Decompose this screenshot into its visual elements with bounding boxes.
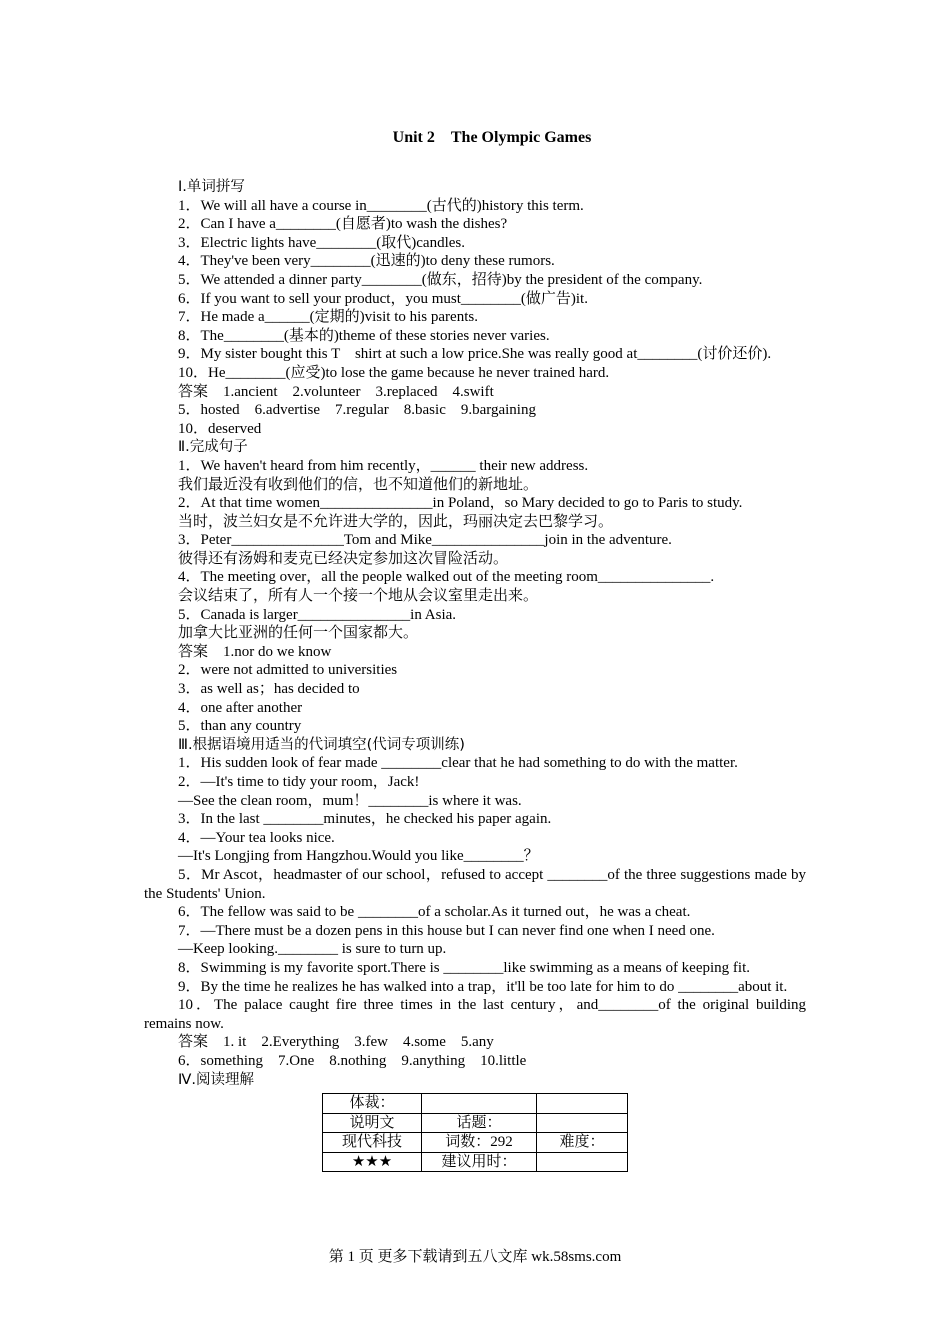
- section-heading: Ⅳ.阅读理解: [178, 1071, 254, 1088]
- translation-line: 当时，波兰妇女是不允许进大学的，因此，玛丽决定去巴黎学习。: [178, 513, 614, 530]
- translation-line: 会议结束了，所有人一个接一个地从会议室里走出来。: [178, 588, 539, 605]
- question-item: 2．—It's time to tidy your room，Jack!: [178, 774, 420, 790]
- answer-line: 答案 1.nor do we know: [178, 643, 332, 660]
- table-cell: 建议用时：: [422, 1152, 537, 1172]
- section-heading: Ⅱ.完成句子: [178, 439, 248, 456]
- question-item: 10．The palace caught fire three times in the last century，and________of the original building remains now.: [144, 997, 806, 1032]
- table-row: [323, 1094, 628, 1114]
- question-item: 5．Mr Ascot，headmaster of our school，refused to accept ________of the three suggestions made by the Students' Union.: [144, 866, 806, 902]
- answer-line: 10．deserved: [178, 420, 262, 437]
- question-item: 6．The fellow was said to be ________of a scholar.As it turned out，he was a cheat.: [178, 904, 691, 921]
- table-cell: 现代科技: [323, 1133, 422, 1153]
- table-row: [323, 1152, 628, 1172]
- question-item: 4．They've been very________(迅速的)to deny these rumors.: [178, 253, 555, 270]
- question-item: 5．Canada is larger_______________in Asia.: [178, 606, 457, 623]
- question-item: 5．We attended a dinner party________(做东，招待)by the president of the company.: [178, 271, 703, 288]
- translation-line: 我们最近没有收到他们的信，也不知道他们的新地址。: [178, 476, 539, 493]
- table-cell: [537, 1094, 628, 1114]
- table-cell: [422, 1094, 537, 1114]
- translation-line: 彼得还有汤姆和麦克已经决定参加这次冒险活动。: [178, 550, 509, 567]
- question-item: —See the clean room，mum！________is where it was.: [178, 792, 522, 809]
- question-item: 3．Peter_______________Tom and Mike_______________join in the adventure.: [178, 532, 672, 549]
- question-item: 3．In the last ________minutes，he checked his paper again.: [178, 811, 552, 828]
- question-item: 2．Can I have a________(自愿者)to wash the dishes?: [178, 216, 508, 233]
- question-item: 4．The meeting over，all the people walked out of the meeting room_______________.: [178, 569, 715, 586]
- table-row: [323, 1113, 628, 1133]
- question-item: 7．He made a______(定期的)visit to his parents.: [178, 309, 478, 326]
- table-row: [323, 1133, 628, 1153]
- table-cell: 词数：292: [422, 1133, 537, 1153]
- question-item: 1．We will all have a course in________(古代的)history this term.: [178, 197, 584, 214]
- section-heading: Ⅰ.单词拼写: [178, 179, 245, 195]
- question-item: 9．My sister bought this T shirt at such a low price.She was really good at________(讨价还价).: [178, 346, 772, 363]
- table-cell: 话题：: [422, 1113, 537, 1133]
- question-item: —Keep looking.________ is sure to turn up.: [178, 941, 447, 958]
- question-item: 10．He________(应受)to lose the game because he never trained hard.: [178, 364, 610, 381]
- page-title: Unit 2 The Olympic Games: [392, 129, 592, 146]
- answer-line: 5．than any country: [178, 718, 302, 735]
- question-item: 4．—Your tea looks nice.: [178, 829, 335, 846]
- question-item: 1．We haven't heard from him recently，______ their new address.: [178, 457, 589, 474]
- answer-line: 5．hosted 6.advertise 7.regular 8.basic 9.bargaining: [178, 402, 536, 419]
- question-item: 8．The________(基本的)theme of these stories never varies.: [178, 327, 550, 344]
- question-item: 9．By the time he realizes he has walked into a trap，it'll be too late for him to do ________about it.: [178, 978, 788, 995]
- question-item: 1．His sudden look of fear made ________clear that he had something to do with the matter.: [178, 755, 738, 772]
- question-item: —It's Longjing from Hangzhou.Would you like________？: [178, 848, 539, 865]
- question-item: 8．Swimming is my favorite sport.There is ________like swimming as a means of keeping fit.: [178, 959, 750, 976]
- table-cell: [537, 1152, 628, 1172]
- table-cell: 难度：: [537, 1133, 628, 1153]
- reading-info-table: [322, 1093, 628, 1172]
- answer-line: 答案 1.ancient 2.volunteer 3.replaced 4.swift: [178, 383, 494, 400]
- table-cell: 说明文: [323, 1113, 422, 1133]
- answer-line: 3．as well as；has decided to: [178, 681, 360, 698]
- page-footer: 第 1 页 更多下载请到五八文库 wk.58sms.com: [328, 1249, 622, 1265]
- table-cell: ★★★: [323, 1152, 422, 1172]
- question-item: 6．If you want to sell your product，you must________(做广告)it.: [178, 290, 588, 307]
- answer-line: 6．something 7.One 8.nothing 9.anything 10.little: [178, 1052, 527, 1069]
- answer-line: 2．were not admitted to universities: [178, 662, 398, 679]
- document-body: [144, 178, 806, 1172]
- table-cell: [537, 1113, 628, 1133]
- answer-line: 答案 1. it 2.Everything 3.few 4.some 5.any: [178, 1034, 494, 1051]
- question-item: 3．Electric lights have________(取代)candles.: [178, 234, 466, 251]
- question-item: 7．—There must be a dozen pens in this house but I can never find one when I need one.: [178, 922, 715, 939]
- question-item: 2．At that time women_______________in Poland，so Mary decided to go to Paris to study.: [178, 495, 743, 512]
- answer-line: 4．one after another: [178, 699, 303, 716]
- table-cell: 体裁：: [323, 1094, 422, 1114]
- section-heading: Ⅲ.根据语境用适当的代词填空(代词专项训练): [178, 736, 465, 753]
- translation-line: 加拿大比亚洲的任何一个国家都大。: [178, 625, 419, 642]
